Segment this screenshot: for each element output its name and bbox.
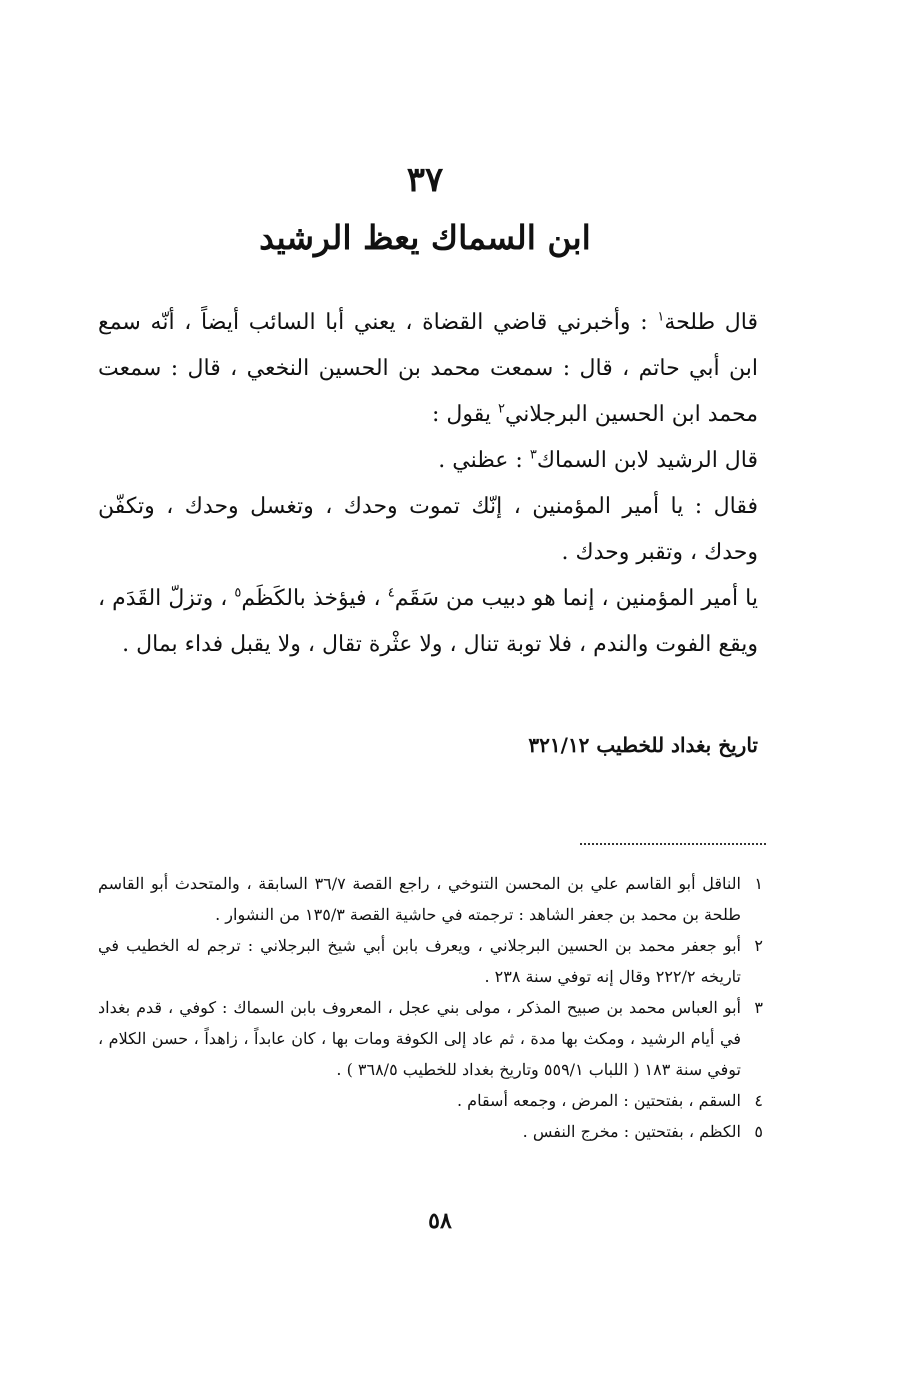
paragraph-1-text-a: قال طلحة <box>664 310 758 335</box>
footnote-ref-3: ٣ <box>529 447 537 463</box>
footnote-ref-1: ١ <box>657 309 665 325</box>
footnote-1-number: ١ <box>754 874 763 893</box>
footnote-1 <box>98 868 763 930</box>
footnote-4-text: السقم ، بفتحتين : المرض ، وجمعه أسقام . <box>457 1091 741 1110</box>
paragraph-3: فقال : يا أمير المؤمنين ، إنّك تموت وحدك ، وتغسل وحدك ، وتكفّن وحدك ، وتقبر وحدك . <box>98 494 758 565</box>
footnote-1-text: الناقل أبو القاسم علي بن المحسن التنوخي ، راجع القصة ٣٦/٧ السابقة ، والمتحدث أبو القاسم طلحة بن محمد بن جعفر الشاهد : ترجمته في حاشية القصة ١٣٥/٣ من النشوار . <box>98 874 742 924</box>
paragraph-2 <box>98 438 758 484</box>
footnotes <box>98 868 763 1147</box>
paragraph-1-text-b: : وأخبرني قاضي القضاة ، يعني أبا السائب أيضاً ، أنّه سمع ابن أبي حاتم ، قال : سمعت محمد بن الحسين النخعي ، قال : سمعت محمد ابن الحسين البرجلاني <box>98 310 758 427</box>
paragraph-4-text-b: ، فيؤخذ بالكَظَم <box>241 586 388 611</box>
footnote-3 <box>98 992 763 1085</box>
paragraph-4-text-c: ، وتزلّ القَدَم ، ويقع الفوت والندم ، فلا توبة تنال ، ولا عثْرة تقال ، ولا يقبل فداء بمال . <box>98 586 758 657</box>
footnote-2-number: ٢ <box>754 936 763 955</box>
footnote-5-number: ٥ <box>754 1122 763 1141</box>
story-body <box>98 300 758 668</box>
footnote-ref-4: ٤ <box>387 585 395 601</box>
paragraph-2-text-a: قال الرشيد لابن السماك <box>536 448 758 473</box>
footnote-5 <box>98 1116 763 1147</box>
paragraph-4-text-a: يا أمير المؤمنين ، إنما هو دبيب من سَقَم <box>394 586 758 611</box>
source-citation: تاريخ بغداد للخطيب ٣٢١/١٢ <box>528 733 758 757</box>
paragraph-1 <box>98 300 758 438</box>
footnote-3-number: ٣ <box>754 998 763 1017</box>
footnote-3-text: أبو العباس محمد بن صبيح المذكر ، مولى بني عجل ، المعروف بابن السماك : كوفي ، قدم بغداد في أيام الرشيد ، ومكث بها مدة ، ثم عاد إلى الكوفة ومات بها ، كان عابداً ، زاهداً ، حسن الكلام ، توفي سنة ١٨٣ ( اللباب ٥٥٩/١ وتاريخ بغداد للخطيب ٣٦٨/٥ ) . <box>98 998 741 1079</box>
footnote-4-number: ٤ <box>754 1091 763 1110</box>
footnote-4 <box>98 1085 763 1116</box>
footnote-5-text: الكظم ، بفتحتين : مخرج النفس . <box>522 1122 741 1141</box>
story-number: ٣٧ <box>406 160 444 200</box>
paragraph-4 <box>98 576 758 668</box>
footnote-2 <box>98 930 763 992</box>
page-number: ٥٨ <box>428 1208 452 1234</box>
paragraph-1-text-c: يقول : <box>431 402 498 427</box>
story-title: ابن السماك يعظ الرشيد <box>259 218 591 257</box>
footnote-2-text: أبو جعفر محمد بن الحسين البرجلاني ، ويعرف بابن أبي شيخ البرجلاني : ترجم له الخطيب في تاريخه ٢٢٢/٢ وقال إنه توفي سنة ٢٣٨ . <box>98 936 741 986</box>
footnote-ref-5: ٥ <box>234 585 242 601</box>
footnote-ref-2: ٢ <box>497 401 505 417</box>
paragraph-2-text-b: : عظني . <box>438 448 530 473</box>
footnote-divider <box>580 843 766 845</box>
